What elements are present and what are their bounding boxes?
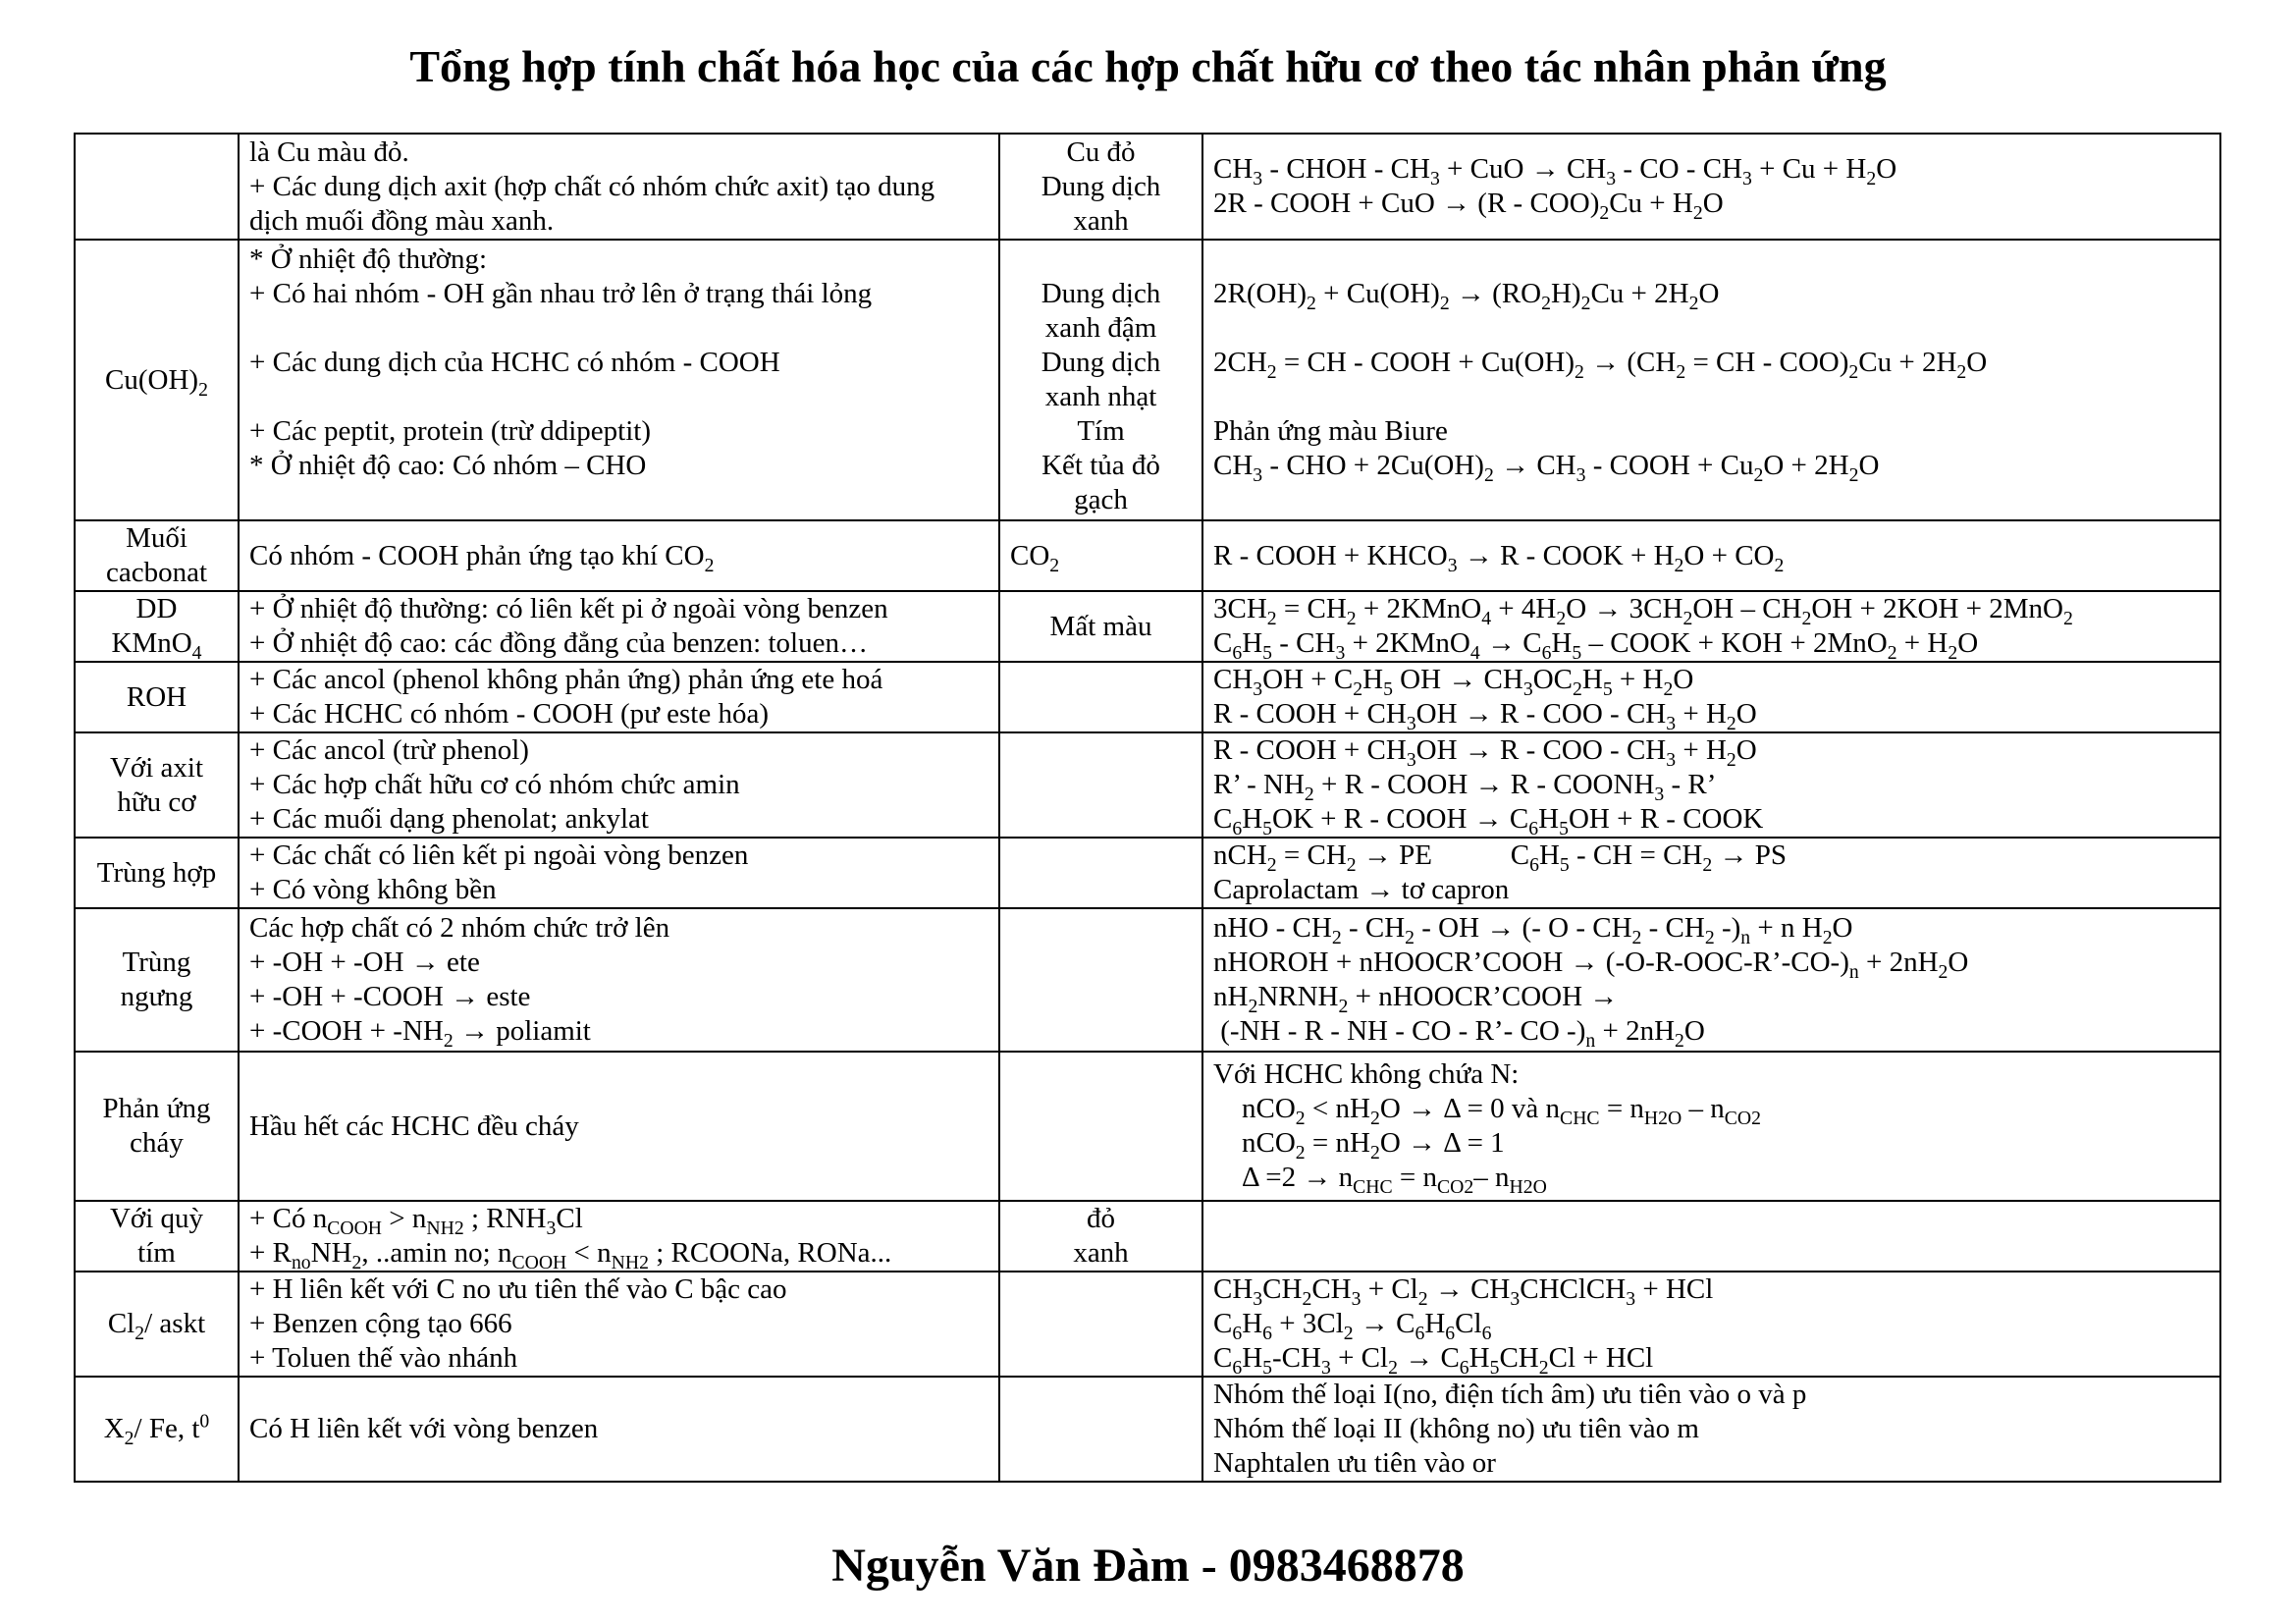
cell-line: xanh <box>1073 1237 1129 1269</box>
cell-line: $\Delta =2 \to n_{CHC} = n_{CO2}-$ $n_{H2O}$ <box>1213 1162 1547 1198</box>
cell-line: + Ở nhiệt độ cao: các đồng đẳng của benzen: toluen… <box>249 627 868 659</box>
phenomenon-cell <box>999 838 1202 908</box>
equation-cell <box>1202 240 2220 520</box>
cell-line <box>1213 243 2210 277</box>
cell-line: Với HCHC không chứa N: <box>1213 1058 1520 1090</box>
cell-line: Mất màu <box>1049 610 1152 642</box>
reagent-cell <box>75 1272 239 1377</box>
cell-line: + -COOH + $-NH_2$ → poliamit <box>249 1015 591 1052</box>
reagent-cell <box>75 1052 239 1201</box>
reagent-cell <box>75 1377 239 1482</box>
cell-line: Caprolactam → tơ capron <box>1213 874 1510 905</box>
table-row <box>75 240 2220 520</box>
table-row <box>75 838 2220 908</box>
table-row <box>75 520 2220 591</box>
cell-line: Trùng hợp <box>96 856 217 889</box>
reagent-cell <box>75 134 239 240</box>
cell-line: + Có hai nhóm - OH gần nhau trở lên ở trạng thái lỏng <box>249 278 873 309</box>
phenomenon-cell <box>999 1052 1202 1201</box>
cell-line: $2R(OH)_2 + Cu(OH)_2 \to (RO_2H)_2Cu + 2H_2O$ <box>1213 278 1720 314</box>
equation-cell <box>1202 1377 2220 1482</box>
cell-line: Trùng <box>122 947 191 978</box>
equation-cell <box>1202 134 2220 240</box>
cell-line: Dung dịch <box>1041 278 1161 309</box>
property-cell <box>239 591 999 662</box>
cell-line: $nCO_2 < nH_2O \to \Delta = 0$ và $n_{CHC} = n_{H2O} - n_{CO2}$ <box>1213 1093 1761 1129</box>
cell-line: + Toluen thế vào nhánh <box>249 1342 518 1374</box>
cell-line: Cu đỏ <box>1066 135 1136 168</box>
cell-line <box>249 483 988 517</box>
cell-line: Với axit <box>109 751 204 784</box>
reagent-cell <box>75 1201 239 1272</box>
cell-line: cacbonat <box>105 557 208 588</box>
cell-line: Dung dịch <box>1041 170 1161 202</box>
cell-line: cháy <box>130 1127 184 1159</box>
cell-line: ngưng <box>120 981 193 1012</box>
cell-line: $C_6H_5 - CH_3$ + 2KMnO$_4$ → $C_6H_5$ – COOK + KOH + $2MnO_2 + H_2O$ <box>1213 627 1979 664</box>
cell-line: Với quỳ <box>109 1203 204 1234</box>
table-row <box>75 662 2220 732</box>
cell-line: Muối <box>126 522 187 554</box>
reagent-cell <box>75 838 239 908</box>
cell-line: tím <box>137 1237 176 1269</box>
cell-line: + -OH + -OH → ete <box>249 947 480 978</box>
cell-line <box>249 311 988 346</box>
cell-line: + H liên kết với C no ưu tiên thế vào C bậc cao <box>249 1273 787 1305</box>
cell-line: hữu cơ <box>117 785 196 818</box>
cell-line: $nCH_2 = CH_2$ → PE $C_6H_5$ - CH = $CH_2$ → PS <box>1213 839 1787 876</box>
cell-line: $X_2/$ Fe, $t^0$ <box>103 1410 210 1449</box>
table-row <box>75 1377 2220 1482</box>
cell-line: (-NH - R - NH - CO - R’- CO $-)_n + 2nH_2O$ <box>1213 1015 1705 1052</box>
property-cell <box>239 838 999 908</box>
phenomenon-cell <box>999 908 1202 1052</box>
cell-line: Các hợp chất có 2 nhóm chức trở lên <box>249 912 670 944</box>
table-row <box>75 732 2220 838</box>
cell-line: là Cu màu đỏ. <box>249 135 409 168</box>
cell-line <box>1213 483 2210 517</box>
cell-line: $C_6H_6 + 3Cl_2 \to C_6H_6Cl_6$ <box>1213 1308 1492 1344</box>
property-cell <box>239 908 999 1052</box>
equation-cell <box>1202 908 2220 1052</box>
cell-line: + Các dung dịch của HCHC có nhóm - COOH <box>249 347 780 378</box>
reagent-cell <box>75 908 239 1052</box>
reagent-cell <box>75 662 239 732</box>
property-cell <box>239 662 999 732</box>
cell-line: R - COOH + $CH_3OH \to R$ - COO - $CH_3 + H_2O$ <box>1213 734 1757 771</box>
cell-line: * Ở nhiệt độ cao: Có nhóm – CHO <box>249 450 647 481</box>
cell-line: $C_6H_5-CH_3 + Cl_2 \to C_6H_5CH_2Cl$ + HCl <box>1213 1342 1654 1379</box>
cell-line: nHOROH + nHOOCR’COOH → $(-O-R-OOC-R’-CO-)_n + 2nH_2O$ <box>1213 947 1969 983</box>
property-cell <box>239 1272 999 1377</box>
cell-line <box>249 380 988 414</box>
cell-line <box>1213 380 2210 414</box>
cell-line: Nhóm thế loại I(no, điện tích âm) ưu tiên vào o và p <box>1213 1379 1807 1410</box>
page-title: Tổng hợp tính chất hóa học của các hợp chất hữu cơ theo tác nhân phản ứng <box>409 41 1887 91</box>
cell-line: 2R - COOH + CuO → $(R - COO)_2Cu + H_2O$ <box>1213 188 1724 224</box>
cell-line: $CO_2$ <box>1010 539 1060 576</box>
equation-cell <box>1202 838 2220 908</box>
cell-line <box>1010 243 1192 277</box>
equation-cell <box>1202 1201 2220 1272</box>
cell-line: $C_6H_5OK + R$ - COOH → $C_6H_5OH + R$ - COOK <box>1213 803 1764 839</box>
cell-line: Nhóm thế loại II (không no) ưu tiên vào m <box>1213 1413 1699 1444</box>
cell-line: $CH_3CH_2CH_3 + Cl_2$ → $CH_3CHClCH_3$ + HCl <box>1213 1273 1714 1310</box>
cell-line: R - COOH + $CH_3OH \to R$ - COO - $CH_3 + H_2O$ <box>1213 698 1757 734</box>
cell-line: nHO - $CH_2 - CH_2$ - OH → (- O - $CH_2 - CH_2$ $-)_n + n$ $H_2O$ <box>1213 912 1853 948</box>
cell-line: + Các dung dịch axit (hợp chất có nhóm chức axit) tạo dung dịch muối đồng màu xanh. <box>249 170 935 237</box>
phenomenon-cell <box>999 1201 1202 1272</box>
cell-line: xanh nhạt <box>1044 381 1157 412</box>
table-row <box>75 591 2220 662</box>
cell-line: R - COOH + $KHCO_3 \to R$ - COOK + $H_2O + CO_2$ <box>1213 539 1785 576</box>
equation-cell <box>1202 591 2220 662</box>
cell-line: Phản ứng <box>102 1093 211 1124</box>
cell-line: Naphtalen ưu tiên vào or <box>1213 1447 1496 1479</box>
cell-line: + -OH + -COOH → este <box>249 981 531 1012</box>
equation-cell <box>1202 1272 2220 1377</box>
cell-line: R’ - $NH_2 + R$ - COOH → R - $COONH_3$ - R’ <box>1213 769 1717 805</box>
cell-line: Kết tủa đỏ <box>1041 450 1160 481</box>
equation-cell <box>1202 732 2220 838</box>
phenomenon-cell <box>999 1377 1202 1482</box>
phenomenon-cell <box>999 520 1202 591</box>
cell-line: * Ở nhiệt độ thường: <box>249 244 488 275</box>
cell-line: KMnO$_4$ <box>111 627 202 664</box>
property-cell <box>239 1052 999 1201</box>
phenomenon-cell <box>999 732 1202 838</box>
property-cell <box>239 520 999 591</box>
property-cell <box>239 1201 999 1272</box>
phenomenon-cell <box>999 1272 1202 1377</box>
reaction-table <box>74 133 2221 1483</box>
cell-line: Phản ứng màu Biure <box>1213 415 1448 447</box>
cell-line: xanh <box>1073 204 1129 237</box>
cell-line: ROH <box>126 680 187 713</box>
cell-line: + Các HCHC có nhóm - COOH (pư este hóa) <box>249 698 770 730</box>
reagent-cell <box>75 520 239 591</box>
cell-line: + $R_{no}NH_2$, ..amin no; $n_{COOH} < n_{NH2}$ ; RCOONa, RONa... <box>249 1237 892 1273</box>
table-row <box>75 1052 2220 1201</box>
cell-line: + Benzen cộng tạo 666 <box>249 1308 512 1339</box>
phenomenon-cell <box>999 591 1202 662</box>
cell-line: DD <box>135 593 178 624</box>
table-row <box>75 908 2220 1052</box>
cell-line: đỏ <box>1087 1203 1115 1234</box>
reagent-cell <box>75 732 239 838</box>
table-row <box>75 1272 2220 1377</box>
table-row <box>75 1201 2220 1272</box>
phenomenon-cell <box>999 240 1202 520</box>
cell-line: + Các ancol (phenol không phản ứng) phản ứng ete hoá <box>249 664 883 695</box>
cell-line <box>1213 311 2210 346</box>
property-cell <box>239 1377 999 1482</box>
cell-line: $nH_2NRNH_2$ + nHOOCR’COOH → <box>1213 981 1619 1017</box>
cell-line: Dung dịch <box>1041 347 1161 378</box>
cell-line: + Các chất có liên kết pi ngoài vòng benzen <box>249 839 749 871</box>
cell-line: Tím <box>1077 415 1125 447</box>
cell-line: Có nhóm - COOH phản ứng tạo khí $CO_2$ <box>249 539 715 576</box>
cell-line: + Các peptit, protein (trừ ddipeptit) <box>249 415 651 447</box>
phenomenon-cell <box>999 134 1202 240</box>
reaction-table-body <box>75 134 2220 1482</box>
author-footer: Nguyễn Văn Đàm - 0983468878 <box>831 1540 1465 1592</box>
phenomenon-cell <box>999 662 1202 732</box>
cell-line: $nCO_2 = nH_2O \to \Delta = 1$ <box>1213 1127 1505 1164</box>
cell-line: + Có $n_{COOH} > n_{NH2}$ ; $RNH_3Cl$ <box>249 1203 583 1239</box>
reagent-cell <box>75 240 239 520</box>
cell-line: + Các muối dạng phenolat; ankylat <box>249 803 649 835</box>
property-cell <box>239 134 999 240</box>
cell-line: Hầu hết các HCHC đều cháy <box>249 1110 579 1142</box>
cell-line: + Các ancol (trừ phenol) <box>249 734 529 766</box>
cell-line: $CH_3OH + C_2H_5$ OH → $CH_3OC_2H_5 + H_2O$ <box>1213 664 1694 700</box>
cell-line: $3CH_2 = CH_2$ + 2KMnO$_4$ + $4H_2O \to 3CH_2OH - CH_2OH + 2KOH + 2MnO_2$ <box>1213 593 2073 629</box>
equation-cell <box>1202 662 2220 732</box>
cell-line: $Cu(OH)_2$ <box>105 363 208 401</box>
cell-line: $2CH_2$ = CH - COOH + $Cu(OH)_2 \to (CH_2$ = CH - $COO)_2Cu + 2H_2O$ <box>1213 347 1988 383</box>
equation-cell <box>1202 1052 2220 1201</box>
property-cell <box>239 240 999 520</box>
reagent-cell <box>75 591 239 662</box>
equation-cell <box>1202 520 2220 591</box>
cell-line: + Các hợp chất hữu cơ có nhóm chức amin <box>249 769 740 800</box>
cell-line: $CH_3$ - CHO + $2Cu(OH)_2 \to CH_3$ - COOH + $Cu_2O + 2H_2O$ <box>1213 450 1880 486</box>
cell-line: gạch <box>1074 484 1128 515</box>
cell-line: $CH_3$ - CHOH - $CH_3$ + CuO → $CH_3$ - CO - $CH_3 + Cu + H_2O$ <box>1213 153 1897 189</box>
cell-line: xanh đậm <box>1044 312 1157 344</box>
cell-line: Có H liên kết với vòng benzen <box>249 1413 599 1444</box>
cell-line: + Có vòng không bền <box>249 874 497 905</box>
cell-line: $Cl_2/$ askt <box>107 1308 206 1344</box>
cell-line: + Ở nhiệt độ thường: có liên kết pi ở ngoài vòng benzen <box>249 593 888 624</box>
property-cell <box>239 732 999 838</box>
table-row <box>75 134 2220 240</box>
